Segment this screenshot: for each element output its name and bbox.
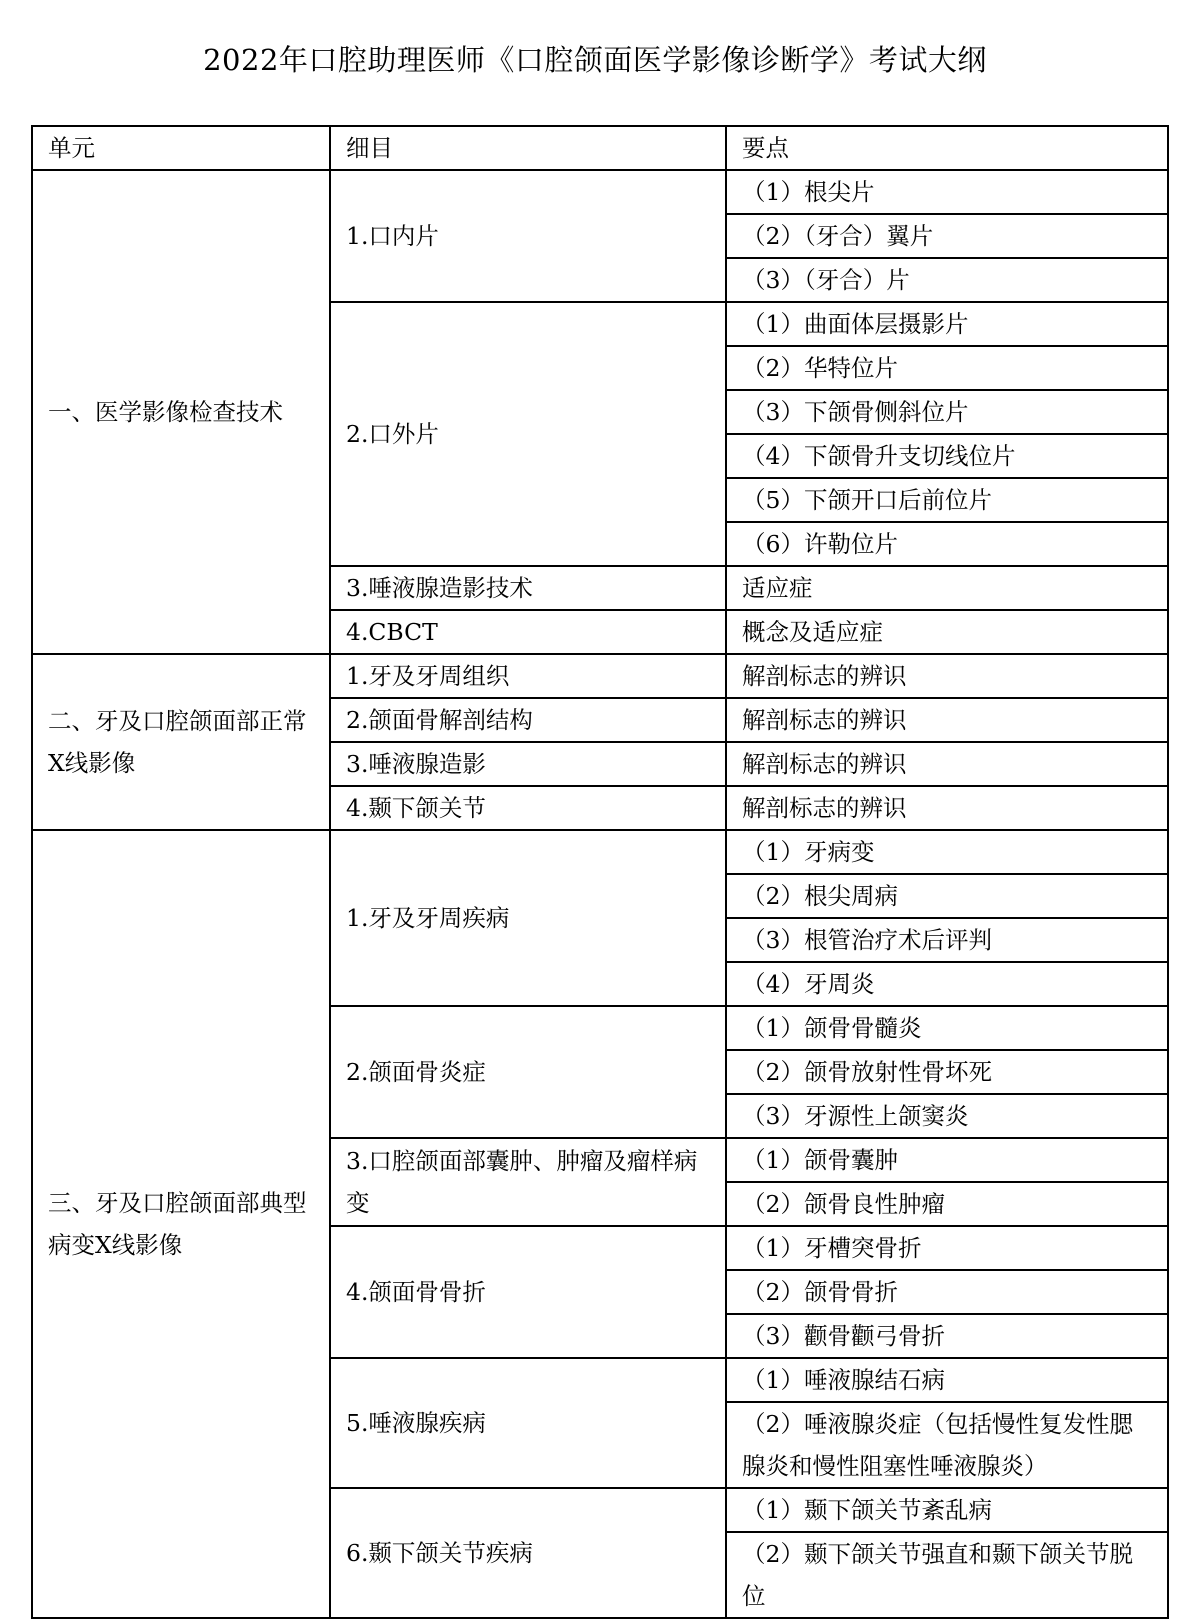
point-cell: 解剖标志的辨识: [726, 698, 1168, 742]
point-cell: （1）牙槽突骨折: [726, 1226, 1168, 1270]
point-cell: （3）根管治疗术后评判: [726, 918, 1168, 962]
header-points: 要点: [726, 126, 1168, 170]
point-cell: （2）颞下颌关节强直和颞下颌关节脱位: [726, 1532, 1168, 1618]
point-cell: （1）颌骨骨髓炎: [726, 1006, 1168, 1050]
item-cell: 5.唾液腺疾病: [330, 1358, 726, 1488]
point-cell: （2）华特位片: [726, 346, 1168, 390]
point-cell: （6）许勒位片: [726, 522, 1168, 566]
point-cell: （2）根尖周病: [726, 874, 1168, 918]
point-cell: （1）唾液腺结石病: [726, 1358, 1168, 1402]
item-cell: 2.口外片: [330, 302, 726, 566]
table-row: [32, 830, 1168, 874]
point-cell: （4）下颌骨升支切线位片: [726, 434, 1168, 478]
item-cell: 6.颞下颌关节疾病: [330, 1488, 726, 1618]
item-cell: 4.CBCT: [330, 610, 726, 654]
point-cell: 解剖标志的辨识: [726, 654, 1168, 698]
item-cell: 2.颌面骨炎症: [330, 1006, 726, 1138]
unit-cell: 三、牙及口腔颌面部典型病变X线影像: [32, 830, 330, 1618]
point-cell: （2）颌骨放射性骨坏死: [726, 1050, 1168, 1094]
header-item: 细目: [330, 126, 726, 170]
item-cell: 3.口腔颌面部囊肿、肿瘤及瘤样病变: [330, 1138, 726, 1226]
item-cell: 4.颞下颌关节: [330, 786, 726, 830]
item-cell: 2.颌面骨解剖结构: [330, 698, 726, 742]
point-cell: （1）颌骨囊肿: [726, 1138, 1168, 1182]
document-title: 2022年口腔助理医师《口腔颌面医学影像诊断学》考试大纲: [203, 43, 987, 77]
table-row: [32, 170, 1168, 214]
point-cell: （2）唾液腺炎症（包括慢性复发性腮腺炎和慢性阻塞性唾液腺炎）: [726, 1402, 1168, 1488]
header-unit: 单元: [32, 126, 330, 170]
point-cell: （1）颞下颌关节紊乱病: [726, 1488, 1168, 1532]
point-cell: （4）牙周炎: [726, 962, 1168, 1006]
item-cell: 1.口内片: [330, 170, 726, 302]
point-cell: （1）牙病变: [726, 830, 1168, 874]
unit-cell: 二、牙及口腔颌面部正常X线影像: [32, 654, 330, 830]
point-cell: （3）下颌骨侧斜位片: [726, 390, 1168, 434]
point-cell: 适应症: [726, 566, 1168, 610]
item-cell: 1.牙及牙周疾病: [330, 830, 726, 1006]
point-cell: （3）牙源性上颌窦炎: [726, 1094, 1168, 1138]
point-cell: （2）颌骨骨折: [726, 1270, 1168, 1314]
point-cell: 概念及适应症: [726, 610, 1168, 654]
item-cell: 4.颌面骨骨折: [330, 1226, 726, 1358]
item-cell: 3.唾液腺造影: [330, 742, 726, 786]
item-cell: 1.牙及牙周组织: [330, 654, 726, 698]
point-cell: （5）下颌开口后前位片: [726, 478, 1168, 522]
item-cell: 3.唾液腺造影技术: [330, 566, 726, 610]
point-cell: 解剖标志的辨识: [726, 742, 1168, 786]
point-cell: （1）根尖片: [726, 170, 1168, 214]
point-cell: （3）（牙合）片: [726, 258, 1168, 302]
table-row: [32, 654, 1168, 698]
table-header-row: [32, 126, 1168, 170]
point-cell: （2）颌骨良性肿瘤: [726, 1182, 1168, 1226]
point-cell: 解剖标志的辨识: [726, 786, 1168, 830]
unit-cell: 一、医学影像检查技术: [32, 170, 330, 654]
point-cell: （3）颧骨颧弓骨折: [726, 1314, 1168, 1358]
point-cell: （1）曲面体层摄影片: [726, 302, 1168, 346]
syllabus-table: [31, 125, 1169, 1619]
point-cell: （2）（牙合）翼片: [726, 214, 1168, 258]
